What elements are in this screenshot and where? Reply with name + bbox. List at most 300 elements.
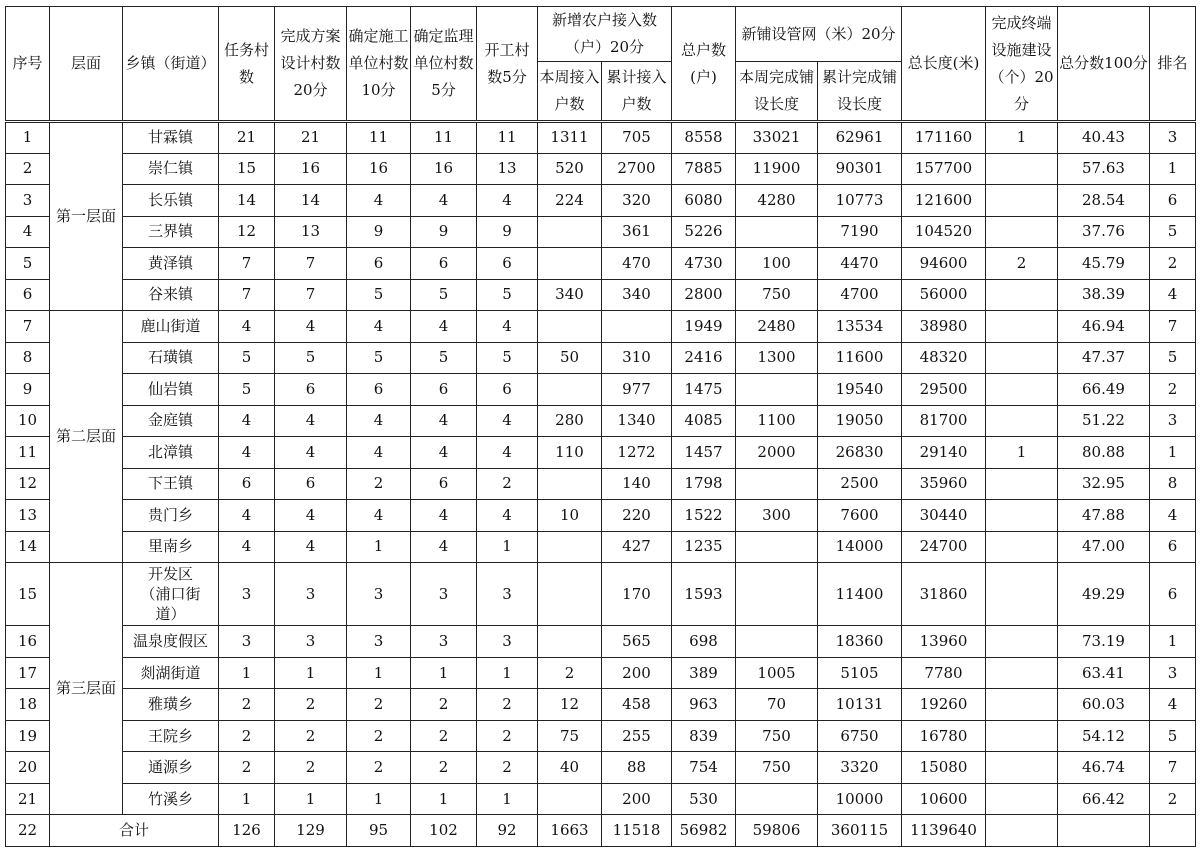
seq-cell: 2 [6,153,50,185]
wh-cell [538,374,602,406]
table-row [6,153,1196,185]
task-cell: 7 [219,248,275,280]
th-cell: 754 [672,752,736,784]
town-cell: 崇仁镇 [123,153,219,185]
seq-cell: 1 [6,122,50,154]
table-row [6,500,1196,532]
cons-cell: 5 [347,279,411,311]
th-cell: 56982 [672,815,736,847]
cons-cell: 4 [347,405,411,437]
start-cell: 1 [477,657,538,689]
cons-cell: 2 [347,689,411,721]
wh-cell [538,216,602,248]
table-row [6,783,1196,815]
tl-cell: 7780 [902,657,986,689]
start-cell: 3 [477,563,538,626]
seq-cell: 8 [6,342,50,374]
rank-cell: 6 [1150,563,1196,626]
start-cell: 4 [477,185,538,217]
header-total-households: 总户数(户) [672,7,736,122]
tl-cell: 19260 [902,689,986,721]
layer-cell: 第二层面 [50,311,123,563]
header-terminal: 完成终端设施建设（个）20分 [986,7,1058,122]
cons-cell: 4 [347,500,411,532]
seq-cell: 3 [6,185,50,217]
rank-cell: 5 [1150,342,1196,374]
rank-cell [1150,815,1196,847]
plan-cell: 129 [275,815,347,847]
cp-cell: 4700 [818,279,902,311]
header-supervision-unit: 确定监理单位村数5分 [411,7,477,122]
th-cell: 1798 [672,468,736,500]
rank-cell: 6 [1150,531,1196,563]
rank-cell: 4 [1150,500,1196,532]
ch-cell [602,311,672,343]
seq-cell: 7 [6,311,50,343]
wh-cell [538,626,602,658]
th-cell: 4730 [672,248,736,280]
town-cell: 石璜镇 [123,342,219,374]
table-row [6,185,1196,217]
ch-cell: 220 [602,500,672,532]
wh-cell: 340 [538,279,602,311]
cp-cell: 19050 [818,405,902,437]
score-cell: 38.39 [1058,279,1150,311]
start-cell: 11 [477,122,538,154]
task-cell: 21 [219,122,275,154]
tl-cell: 15080 [902,752,986,784]
wp-cell: 33021 [736,122,818,154]
start-cell: 5 [477,342,538,374]
total-label: 合计 [50,815,219,847]
start-cell: 1 [477,783,538,815]
town-cell: 雅璜乡 [123,689,219,721]
th-cell: 4085 [672,405,736,437]
table-row [6,689,1196,721]
seq-cell: 6 [6,279,50,311]
cp-cell: 360115 [818,815,902,847]
term-cell [986,342,1058,374]
score-cell: 60.03 [1058,689,1150,721]
table-row [6,405,1196,437]
plan-cell: 14 [275,185,347,217]
task-cell: 4 [219,437,275,469]
wh-cell [538,783,602,815]
wp-cell [736,626,818,658]
term-cell: 1 [986,122,1058,154]
term-cell [986,216,1058,248]
sup-cell: 5 [411,279,477,311]
cp-cell: 3320 [818,752,902,784]
ch-cell: 200 [602,657,672,689]
wp-cell: 300 [736,500,818,532]
wp-cell: 1100 [736,405,818,437]
term-cell [986,531,1058,563]
seq-cell: 21 [6,783,50,815]
ch-cell: 361 [602,216,672,248]
th-cell: 698 [672,626,736,658]
task-cell: 5 [219,342,275,374]
wh-cell: 50 [538,342,602,374]
town-cell: 贵门乡 [123,500,219,532]
town-cell: 竹溪乡 [123,783,219,815]
town-cell: 鹿山街道 [123,311,219,343]
tl-cell: 30440 [902,500,986,532]
rank-cell: 1 [1150,153,1196,185]
rank-cell: 7 [1150,752,1196,784]
rank-cell: 6 [1150,185,1196,217]
term-cell [986,720,1058,752]
cons-cell: 4 [347,437,411,469]
town-cell: 谷来镇 [123,279,219,311]
sup-cell: 6 [411,248,477,280]
wh-cell [538,248,602,280]
cons-cell: 2 [347,752,411,784]
task-cell: 14 [219,185,275,217]
table-row [6,248,1196,280]
ch-cell: 2700 [602,153,672,185]
th-cell: 1457 [672,437,736,469]
score-cell: 66.49 [1058,374,1150,406]
score-cell: 63.41 [1058,657,1150,689]
score-cell: 47.37 [1058,342,1150,374]
score-cell: 51.22 [1058,405,1150,437]
start-cell: 9 [477,216,538,248]
town-cell: 金庭镇 [123,405,219,437]
th-cell: 530 [672,783,736,815]
seq-cell: 10 [6,405,50,437]
cons-cell: 3 [347,626,411,658]
table-row [6,374,1196,406]
town-cell: 里南乡 [123,531,219,563]
cp-cell: 62961 [818,122,902,154]
header-cum-pipe: 累计完成铺设长度 [818,62,902,122]
tl-cell: 13960 [902,626,986,658]
task-cell: 12 [219,216,275,248]
cp-cell: 7190 [818,216,902,248]
table-row [6,752,1196,784]
header-new-households: 新增农户接入数（户）20分 [538,7,672,62]
header-week-households: 本周接入户数 [538,62,602,122]
plan-cell: 5 [275,342,347,374]
rank-cell: 5 [1150,720,1196,752]
table-row [6,720,1196,752]
cp-cell: 14000 [818,531,902,563]
cp-cell: 90301 [818,153,902,185]
rank-cell: 1 [1150,626,1196,658]
table-row [6,657,1196,689]
cons-cell: 6 [347,248,411,280]
seq-cell: 19 [6,720,50,752]
total-row [6,815,1196,847]
start-cell: 13 [477,153,538,185]
wh-cell: 110 [538,437,602,469]
term-cell [986,563,1058,626]
town-cell: 长乐镇 [123,185,219,217]
start-cell: 2 [477,689,538,721]
seq-cell: 4 [6,216,50,248]
header-construction-unit: 确定施工单位村数10分 [347,7,411,122]
wp-cell [736,531,818,563]
cons-cell: 5 [347,342,411,374]
term-cell [986,279,1058,311]
wh-cell: 224 [538,185,602,217]
tl-cell: 56000 [902,279,986,311]
wh-cell [538,311,602,343]
ch-cell: 1340 [602,405,672,437]
rank-cell: 7 [1150,311,1196,343]
rank-cell: 3 [1150,405,1196,437]
score-cell: 47.00 [1058,531,1150,563]
wp-cell [736,216,818,248]
th-cell: 1593 [672,563,736,626]
th-cell: 389 [672,657,736,689]
sup-cell: 2 [411,752,477,784]
sup-cell: 6 [411,468,477,500]
start-cell: 2 [477,720,538,752]
tl-cell: 121600 [902,185,986,217]
wh-cell: 520 [538,153,602,185]
task-cell: 4 [219,405,275,437]
wh-cell: 280 [538,405,602,437]
tl-cell: 35960 [902,468,986,500]
score-cell: 66.42 [1058,783,1150,815]
plan-cell: 6 [275,374,347,406]
header-layer: 层面 [50,7,123,122]
sup-cell: 3 [411,626,477,658]
tl-cell: 94600 [902,248,986,280]
tl-cell: 81700 [902,405,986,437]
town-cell: 开发区（浦口街道） [123,563,219,626]
start-cell: 92 [477,815,538,847]
ch-cell: 88 [602,752,672,784]
header-cum-households: 累计接入户数 [602,62,672,122]
tl-cell: 1139640 [902,815,986,847]
start-cell: 4 [477,500,538,532]
task-cell: 4 [219,531,275,563]
wp-cell: 1300 [736,342,818,374]
th-cell: 8558 [672,122,736,154]
cp-cell: 5105 [818,657,902,689]
rank-cell: 2 [1150,783,1196,815]
ch-cell: 200 [602,783,672,815]
term-cell [986,657,1058,689]
header-week-pipe: 本周完成铺设长度 [736,62,818,122]
term-cell [986,815,1058,847]
th-cell: 1949 [672,311,736,343]
plan-cell: 4 [275,405,347,437]
start-cell: 5 [477,279,538,311]
score-table [5,6,1196,847]
table-row [6,563,1196,626]
wh-cell: 2 [538,657,602,689]
ch-cell: 565 [602,626,672,658]
table-row [6,468,1196,500]
cp-cell: 19540 [818,374,902,406]
ch-cell: 427 [602,531,672,563]
start-cell: 6 [477,248,538,280]
cons-cell: 1 [347,657,411,689]
wp-cell: 750 [736,720,818,752]
score-cell: 49.29 [1058,563,1150,626]
sup-cell: 4 [411,531,477,563]
tl-cell: 38980 [902,311,986,343]
cons-cell: 1 [347,783,411,815]
ch-cell: 1272 [602,437,672,469]
table-row [6,122,1196,154]
header-new-pipe: 新铺设管网（米）20分 [736,7,902,62]
task-cell: 1 [219,783,275,815]
plan-cell: 13 [275,216,347,248]
wh-cell [538,531,602,563]
cp-cell: 10000 [818,783,902,815]
wp-cell [736,468,818,500]
task-cell: 7 [219,279,275,311]
cons-cell: 4 [347,311,411,343]
score-cell: 37.76 [1058,216,1150,248]
plan-cell: 16 [275,153,347,185]
task-cell: 4 [219,311,275,343]
layer-cell: 第一层面 [50,122,123,311]
wh-cell: 12 [538,689,602,721]
ch-cell: 470 [602,248,672,280]
task-cell: 2 [219,689,275,721]
score-cell: 46.94 [1058,311,1150,343]
plan-cell: 6 [275,468,347,500]
start-cell: 2 [477,468,538,500]
task-cell: 4 [219,500,275,532]
sup-cell: 4 [411,437,477,469]
cons-cell: 6 [347,374,411,406]
term-cell [986,468,1058,500]
sup-cell: 9 [411,216,477,248]
wp-cell: 100 [736,248,818,280]
seq-cell: 13 [6,500,50,532]
seq-cell: 14 [6,531,50,563]
wp-cell: 750 [736,279,818,311]
wh-cell [538,563,602,626]
table-row [6,626,1196,658]
plan-cell: 2 [275,720,347,752]
town-cell: 黄泽镇 [123,248,219,280]
rank-cell: 4 [1150,689,1196,721]
rank-cell: 8 [1150,468,1196,500]
plan-cell: 2 [275,752,347,784]
score-cell: 80.88 [1058,437,1150,469]
start-cell: 3 [477,626,538,658]
task-cell: 15 [219,153,275,185]
tl-cell: 24700 [902,531,986,563]
header-total-length: 总长度(米) [902,7,986,122]
tl-cell: 31860 [902,563,986,626]
town-cell: 仙岩镇 [123,374,219,406]
rank-cell: 3 [1150,657,1196,689]
sup-cell: 4 [411,500,477,532]
tl-cell: 10600 [902,783,986,815]
score-cell: 32.95 [1058,468,1150,500]
header-task-villages: 任务村数 [219,7,275,122]
wp-cell [736,374,818,406]
task-cell: 2 [219,752,275,784]
sup-cell: 1 [411,657,477,689]
sup-cell: 4 [411,405,477,437]
th-cell: 5226 [672,216,736,248]
sup-cell: 11 [411,122,477,154]
ch-cell: 320 [602,185,672,217]
plan-cell: 7 [275,248,347,280]
town-cell: 王院乡 [123,720,219,752]
tl-cell: 29500 [902,374,986,406]
score-cell: 47.88 [1058,500,1150,532]
cons-cell: 16 [347,153,411,185]
plan-cell: 2 [275,689,347,721]
header-started: 开工村数5分 [477,7,538,122]
ch-cell: 11518 [602,815,672,847]
score-cell: 40.43 [1058,122,1150,154]
term-cell [986,752,1058,784]
tl-cell: 16780 [902,720,986,752]
wp-cell: 2000 [736,437,818,469]
wp-cell: 11900 [736,153,818,185]
task-cell: 5 [219,374,275,406]
term-cell [986,185,1058,217]
cons-cell: 9 [347,216,411,248]
cp-cell: 11400 [818,563,902,626]
table-row [6,531,1196,563]
term-cell [986,500,1058,532]
th-cell: 1522 [672,500,736,532]
ch-cell: 977 [602,374,672,406]
score-cell [1058,815,1150,847]
th-cell: 1235 [672,531,736,563]
tl-cell: 48320 [902,342,986,374]
cons-cell: 2 [347,468,411,500]
ch-cell: 310 [602,342,672,374]
table-body [6,122,1196,847]
seq-cell: 9 [6,374,50,406]
rank-cell: 3 [1150,122,1196,154]
tl-cell: 171160 [902,122,986,154]
cp-cell: 6750 [818,720,902,752]
wp-cell [736,563,818,626]
table-row [6,216,1196,248]
term-cell [986,153,1058,185]
cp-cell: 10773 [818,185,902,217]
ch-cell: 705 [602,122,672,154]
sup-cell: 2 [411,689,477,721]
plan-cell: 1 [275,783,347,815]
start-cell: 4 [477,311,538,343]
score-cell: 57.63 [1058,153,1150,185]
town-cell: 北漳镇 [123,437,219,469]
start-cell: 2 [477,752,538,784]
cp-cell: 10131 [818,689,902,721]
wh-cell: 1663 [538,815,602,847]
wp-cell: 2480 [736,311,818,343]
th-cell: 963 [672,689,736,721]
th-cell: 2800 [672,279,736,311]
sup-cell: 4 [411,311,477,343]
th-cell: 7885 [672,153,736,185]
plan-cell: 1 [275,657,347,689]
term-cell [986,311,1058,343]
table-row [6,279,1196,311]
cons-cell: 1 [347,531,411,563]
rank-cell: 2 [1150,248,1196,280]
cons-cell: 4 [347,185,411,217]
cp-cell: 13534 [818,311,902,343]
start-cell: 4 [477,437,538,469]
